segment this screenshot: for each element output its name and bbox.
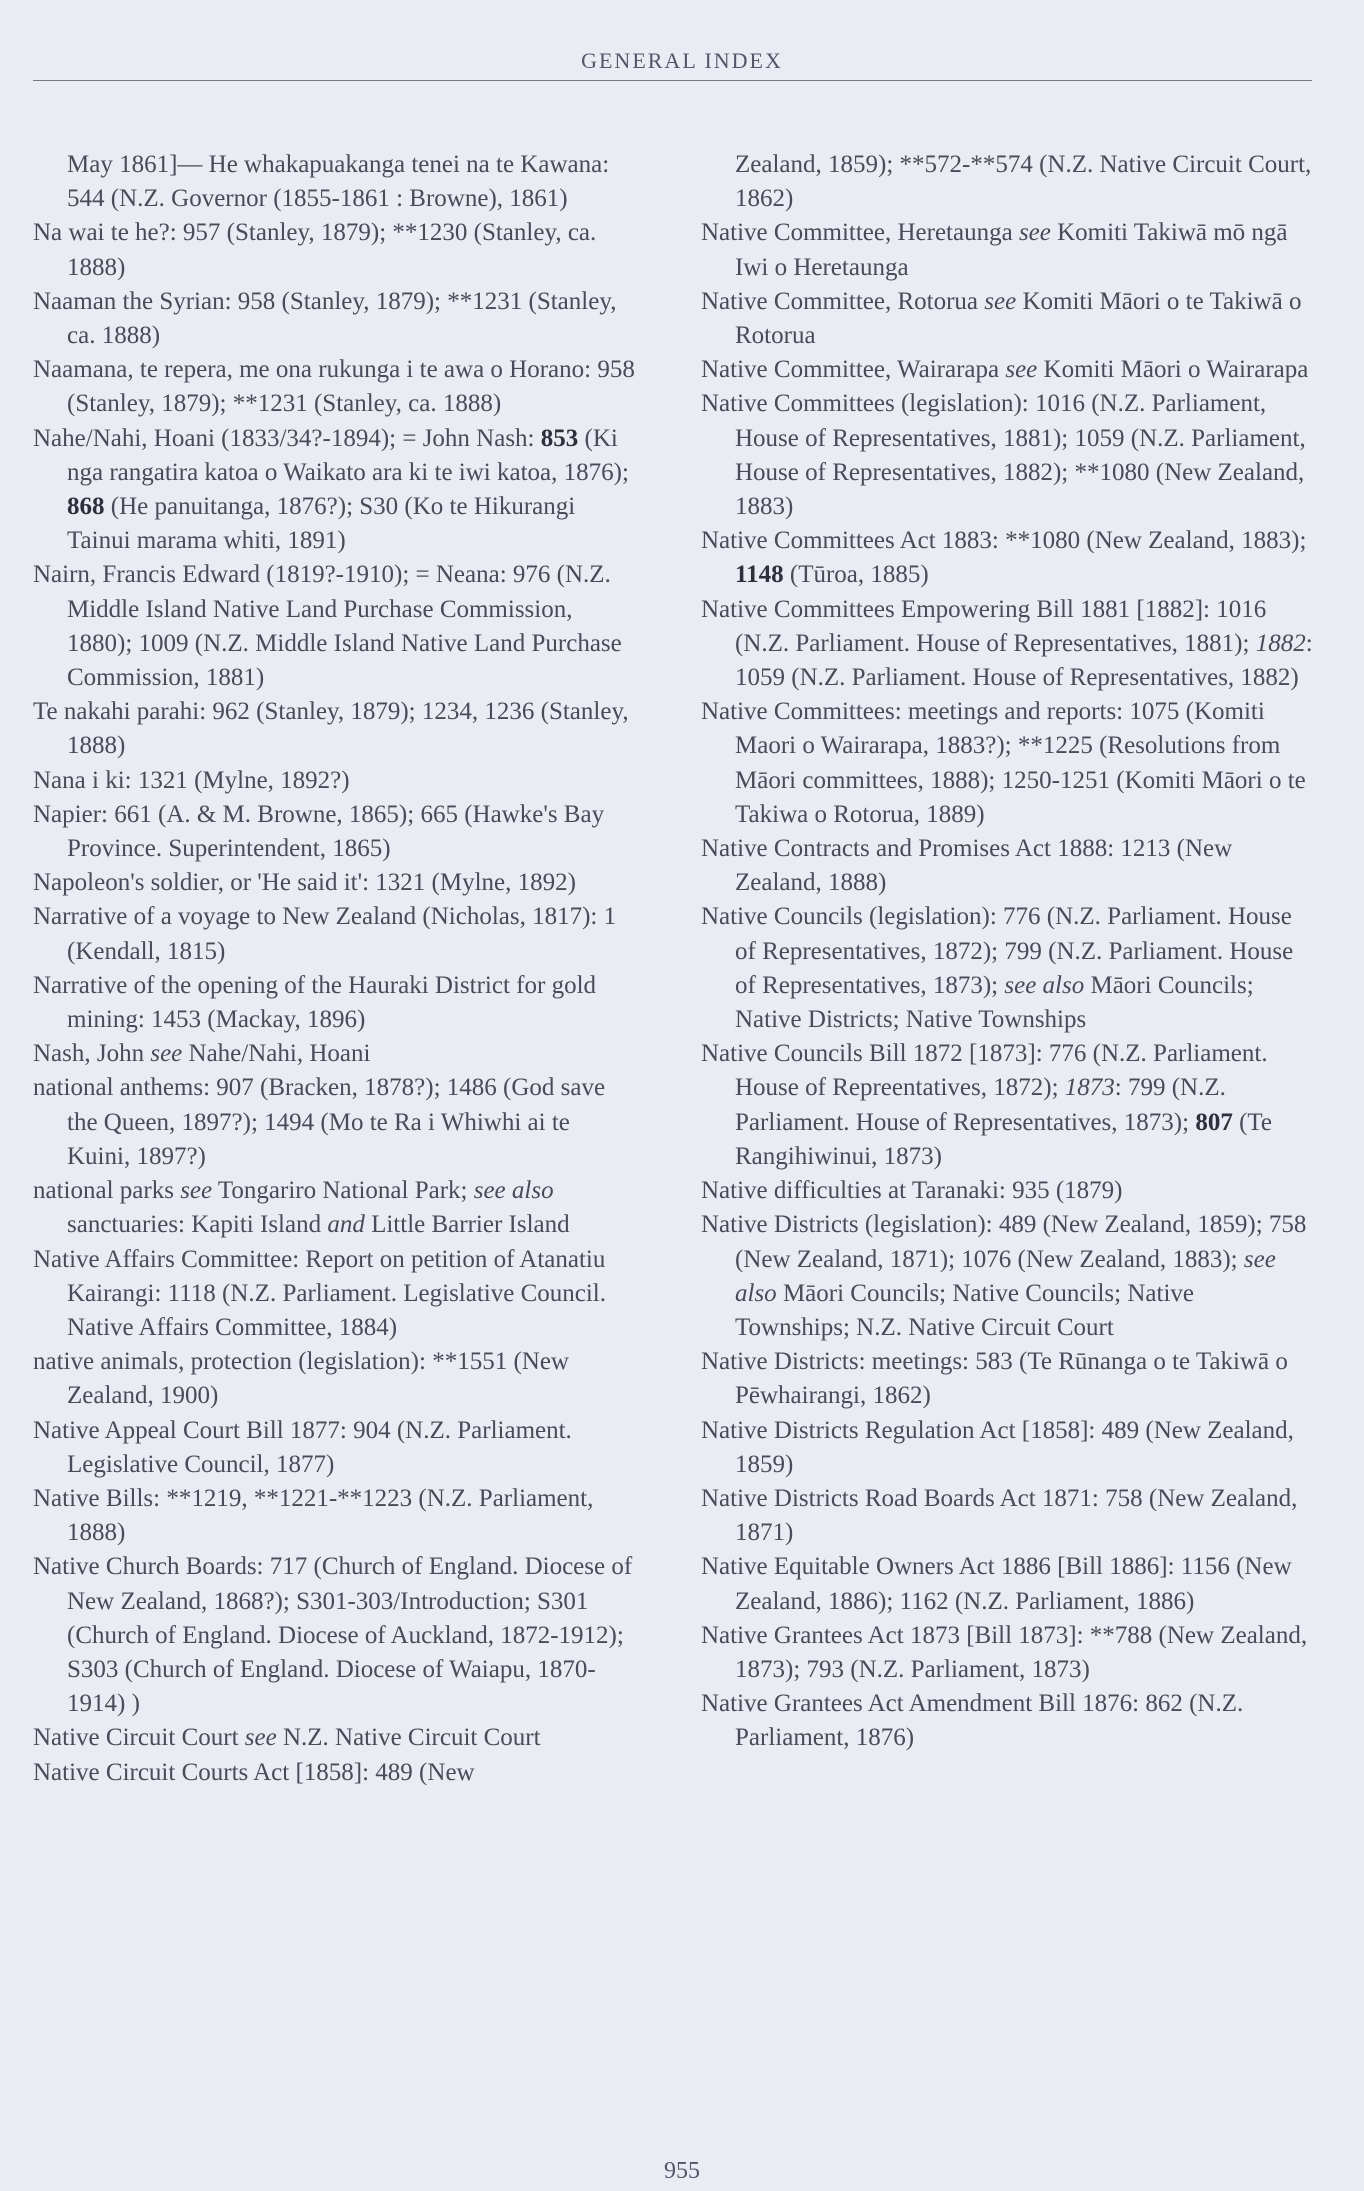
italic-term: 1882 bbox=[1255, 629, 1306, 657]
entry-text: Nahe/Nahi, Hoani bbox=[182, 1040, 371, 1068]
index-entry bbox=[701, 285, 1313, 353]
italic-term: see bbox=[1005, 356, 1038, 384]
index-entry: Naaman the Syrian: 958 (Stanley, 1879); **1231 (Stanley, ca. 1888) bbox=[33, 287, 617, 350]
entry-text: Komiti Takiwā mō ngā Iwi o Heretaunga bbox=[735, 219, 1288, 281]
index-entry bbox=[701, 900, 1313, 1037]
bold-reference: 868 bbox=[67, 493, 105, 521]
index-entry: Native Church Boards: 717 (Church of England. Diocese of New Zealand, 1868?); S301-303/Introduction; S301 (Church of England. Diocese of Auckland, 1872-1912); S303 (Church of England. Diocese of Waiapu, 1870-1914) ) bbox=[33, 1553, 633, 1718]
entry-text: Māori Councils; Native Districts; Native Townships bbox=[735, 971, 1254, 1034]
entry-text: Māori Councils; Native Councils; Native Townships; N.Z. Native Circuit Court bbox=[735, 1279, 1194, 1341]
index-entry bbox=[33, 422, 638, 559]
index-entry: native animals, protection (legislation): **1551 (New Zealand, 1900) bbox=[33, 1348, 569, 1410]
index-entry: Nairn, Francis Edward (1819?-1910); = Neana: 976 (N.Z. Middle Island Native Land Purchase Commission, 1880); 1009 (N.Z. Middle Island Native Land Purchase Commission, 1881) bbox=[33, 561, 622, 692]
running-head: GENERAL INDEX bbox=[581, 48, 783, 73]
entry-text: Tongariro National Park; bbox=[212, 1177, 474, 1205]
entry-text: (Ki nga rangatira katoa o Waikato ara ki te iwi katoa, 1876); bbox=[67, 424, 629, 486]
bold-reference: 807 bbox=[1195, 1108, 1233, 1136]
entry-text: Native Councils (legislation): 776 (N.Z. Parliament. House of Representatives, 1872); 799 (N.Z. Parliament. House of Representatives, 1873); bbox=[701, 903, 1294, 999]
index-entry: Zealand, 1859); **572-**574 (N.Z. Native Circuit Court, 1862) bbox=[735, 151, 1312, 213]
entry-text: : 1059 (N.Z. Parliament. House of Representatives, 1882) bbox=[735, 629, 1313, 692]
index-entry bbox=[701, 353, 1313, 387]
page-number: 955 bbox=[664, 2158, 700, 2184]
header-rule bbox=[33, 80, 1312, 81]
italic-term: see bbox=[1018, 219, 1051, 247]
entry-text: national parks bbox=[33, 1177, 181, 1205]
index-entry bbox=[701, 1037, 1313, 1174]
index-entry: Native Committees: meetings and reports: 1075 (Komiti Maori o Wairarapa, 1883?); **1225 (Resolutions from Māori committees, 1888); 1250-1251 (Komiti Māori o te Takiwa o Rotorua, 1889) bbox=[701, 698, 1306, 828]
italic-term: see also bbox=[1004, 971, 1085, 999]
entry-text: Little Barrier Island bbox=[364, 1211, 570, 1239]
index-entry bbox=[701, 524, 1313, 592]
index-entry: Naamana, te repera, me ona rukunga i te awa o Horano: 958 (Stanley, 1879); **1231 (Stanley, ca. 1888) bbox=[33, 356, 635, 418]
entry-text: Native Committee, Wairarapa bbox=[701, 356, 1006, 384]
index-entry: Native Bills: **1219, **1221-**1223 (N.Z. Parliament, 1888) bbox=[33, 1484, 594, 1547]
index-entry: Native difficulties at Taranaki: 935 (1879) bbox=[701, 1177, 1123, 1205]
entry-text: Nahe/Nahi, Hoani (1833/34?-1894); = John Nash: bbox=[33, 424, 541, 452]
index-entry: Narrative of a voyage to New Zealand (Nicholas, 1817): 1 (Kendall, 1815) bbox=[33, 903, 617, 965]
italic-term: see also bbox=[473, 1177, 554, 1205]
index-entry: Na wai te he?: 957 (Stanley, 1879); **1230 (Stanley, ca. 1888) bbox=[33, 219, 597, 281]
index-entry: Native Grantees Act 1873 [Bill 1873]: **788 (New Zealand, 1873); 793 (N.Z. Parliament, 1873) bbox=[701, 1621, 1308, 1683]
italic-term: 1873 bbox=[1064, 1074, 1115, 1102]
index-entry bbox=[33, 1174, 638, 1242]
index-entry: May 1861]— He whakapuakanga tenei na te Kawana: 544 (N.Z. Governor (1855-1861 : Browne), 1861) bbox=[67, 151, 610, 213]
italic-term: see bbox=[180, 1177, 213, 1205]
entry-text: Native Councils Bill 1872 [1873]: 776 (N.Z. Parliament. House of Repreentatives, 1872); bbox=[701, 1040, 1268, 1102]
index-entry: Native Circuit Courts Act [1858]: 489 (New bbox=[33, 1758, 475, 1786]
italic-term: see bbox=[244, 1724, 277, 1752]
index-entry: Native Appeal Court Bill 1877: 904 (N.Z. Parliament. Legislative Council, 1877) bbox=[33, 1416, 572, 1478]
entry-text: : 799 (N.Z. Parliament. House of Representatives, 1873); bbox=[735, 1074, 1226, 1136]
index-entry: Napier: 661 (A. & M. Browne, 1865); 665 (Hawke's Bay Province. Superintendent, 1865) bbox=[33, 800, 605, 863]
italic-term: see bbox=[150, 1040, 183, 1068]
index-entry: Native Districts: meetings: 583 (Te Rūnanga o te Takiwā o Pēwhairangi, 1862) bbox=[701, 1348, 1288, 1410]
entry-text: N.Z. Native Circuit Court bbox=[276, 1724, 541, 1752]
entry-text: Native Committee, Rotorua bbox=[701, 287, 985, 315]
index-entry: national anthems: 907 (Bracken, 1878?); 1486 (God save the Queen, 1897?); 1494 (Mo te Ra i Whiwhi ai te Kuini, 1897?) bbox=[33, 1074, 606, 1170]
entry-text: Komiti Māori o Wairarapa bbox=[1037, 356, 1309, 384]
index-entry: Native Affairs Committee: Report on petition of Atanatiu Kairangi: 1118 (N.Z. Parliament. Legislative Council. Native Affairs Committee, 1884) bbox=[33, 1245, 606, 1341]
entry-text: Native Committee, Heretaunga bbox=[701, 219, 1019, 247]
entry-text: Native Committees Empowering Bill 1881 [1882]: 1016 (N.Z. Parliament. House of Representatives, 1881); bbox=[701, 595, 1267, 657]
entry-text: Native Circuit Court bbox=[33, 1724, 245, 1752]
index-entry: Native Contracts and Promises Act 1888: 1213 (New Zealand, 1888) bbox=[701, 835, 1233, 897]
entry-text: Native Committees Act 1883: **1080 (New Zealand, 1883); bbox=[701, 527, 1307, 555]
italic-term: see also bbox=[735, 1245, 1276, 1307]
index-column-left bbox=[33, 148, 638, 1790]
index-entry bbox=[701, 1208, 1313, 1345]
index-entry: Napoleon's soldier, or 'He said it': 1321 (Mylne, 1892) bbox=[33, 869, 576, 897]
index-entry: Te nakahi parahi: 962 (Stanley, 1879); 1234, 1236 (Stanley, 1888) bbox=[33, 698, 629, 760]
index-entry: Native Districts Road Boards Act 1871: 758 (New Zealand, 1871) bbox=[701, 1484, 1298, 1547]
bold-reference: 1148 bbox=[735, 561, 784, 589]
entry-text: Komiti Māori o te Takiwā o Rotorua bbox=[735, 287, 1302, 350]
index-entry: Native Committees (legislation): 1016 (N.Z. Parliament, House of Representatives, 1881); 1059 (N.Z. Parliament, House of Representatives, 1882); **1080 (New Zealand, 1883) bbox=[701, 390, 1306, 521]
index-entry: Nana i ki: 1321 (Mylne, 1892?) bbox=[33, 766, 350, 794]
italic-term: see bbox=[984, 287, 1017, 315]
index-entry: Native Equitable Owners Act 1886 [Bill 1886]: 1156 (New Zealand, 1886); 1162 (N.Z. Parliament, 1886) bbox=[701, 1553, 1292, 1615]
index-entry bbox=[701, 216, 1313, 284]
italic-term: and bbox=[327, 1211, 365, 1239]
entry-text: (Tūroa, 1885) bbox=[783, 561, 929, 589]
index-entry bbox=[701, 593, 1313, 696]
index-entry bbox=[33, 1721, 638, 1755]
entry-text: sanctuaries: Kapiti Island bbox=[67, 1211, 328, 1239]
index-entry: Native Districts Regulation Act [1858]: 489 (New Zealand, 1859) bbox=[701, 1416, 1294, 1478]
index-entry: Native Grantees Act Amendment Bill 1876: 862 (N.Z. Parliament, 1876) bbox=[701, 1690, 1244, 1752]
entry-text: Native Districts (legislation): 489 (New Zealand, 1859); 758 (New Zealand, 1871); 1076 (New Zealand, 1883); bbox=[701, 1211, 1307, 1273]
entry-text: (He panuitanga, 1876?); S30 (Ko te Hikurangi Tainui marama whiti, 1891) bbox=[67, 493, 576, 555]
index-column-right bbox=[701, 148, 1313, 1756]
entry-text: Nash, John bbox=[33, 1040, 151, 1068]
index-entry bbox=[33, 1037, 638, 1071]
entry-text: (Te Rangihiwinui, 1873) bbox=[735, 1108, 1273, 1170]
index-entry: Narrative of the opening of the Hauraki District for gold mining: 1453 (Mackay, 1896) bbox=[33, 971, 597, 1034]
bold-reference: 853 bbox=[540, 424, 579, 452]
